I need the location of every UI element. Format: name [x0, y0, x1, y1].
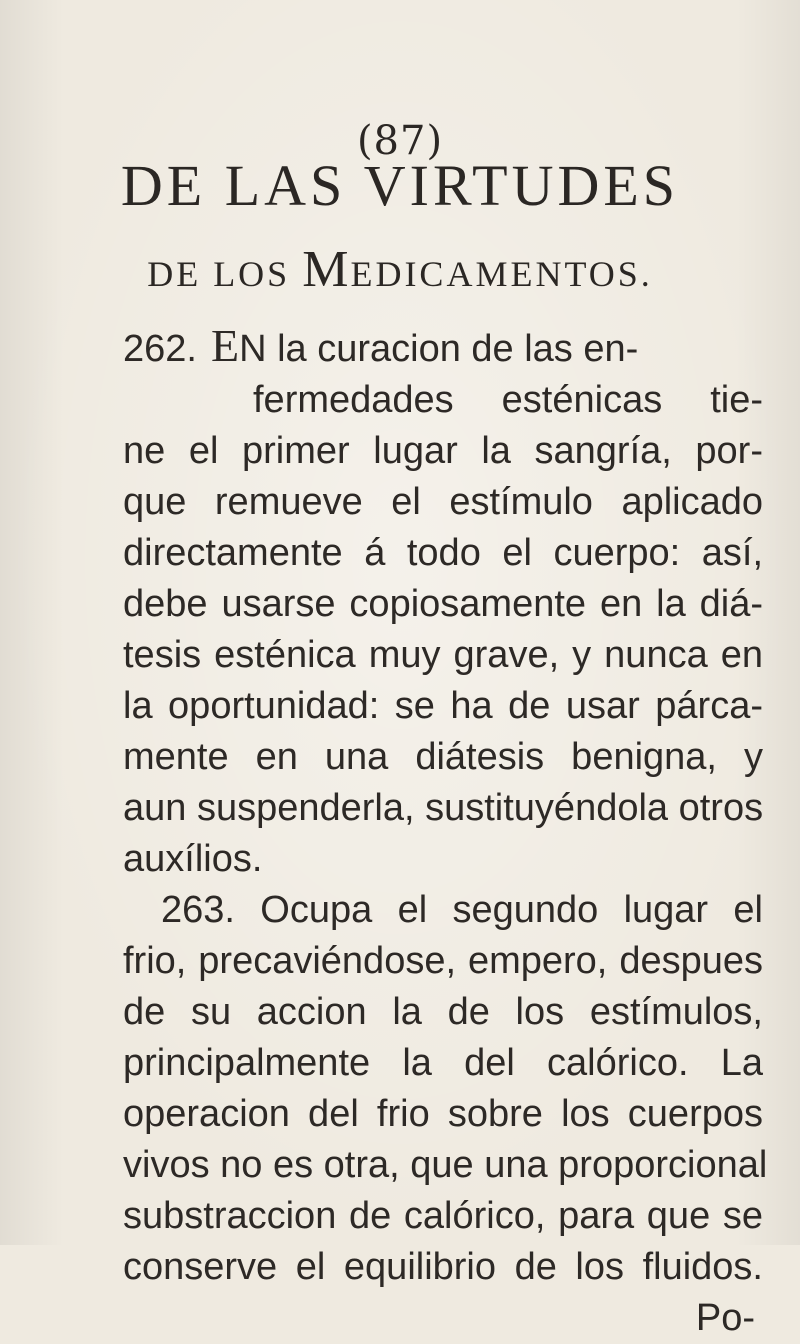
text-line: de su accion la de los estímulos, [123, 991, 763, 1033]
text-line: operacion del frio sobre los cuerpos [123, 1093, 763, 1135]
text-line: ne el primer lugar la sangría, por- [123, 430, 763, 472]
text-line: mente en una diátesis benigna, y [123, 736, 763, 778]
subtitle-initial: M [302, 241, 351, 298]
text-line [123, 320, 763, 375]
page-number: (87) [356, 118, 444, 164]
text-line: auxílios. [123, 838, 263, 880]
text-line: que remueve el estímulo aplicado [123, 481, 763, 523]
body-text [123, 320, 768, 1344]
text-line-1: N la curacion de las en- [239, 328, 639, 370]
subtitle-prefix: DE LOS [147, 254, 303, 294]
text-line: directamente á todo el cuerpo: así, [123, 532, 763, 574]
catchword: Po- [695, 1297, 755, 1339]
text-line: la oportunidad: se ha de usar párca- [123, 685, 763, 727]
text-line: frio, precaviéndose, empero, despues [123, 940, 763, 982]
text-line: debe usarse copiosamente en la diá- [123, 583, 763, 625]
drop-cap: E [210, 320, 240, 371]
page-title: DE LAS VIRTUDES [120, 153, 680, 218]
text-line: substraccion de calórico, para que se [123, 1195, 763, 1237]
text-line: aun suspenderla, sustituyéndola otros [123, 787, 764, 829]
page-subtitle [0, 240, 800, 299]
text-line: principalmente la del calórico. La [123, 1042, 763, 1084]
text-line: fermedades esténicas tie- [253, 379, 763, 421]
paragraph-263 [123, 885, 768, 1293]
paragraph-number: 262. [123, 328, 197, 370]
text-line: vivos no es otra, que una proporcional [123, 1144, 768, 1186]
text-line: tesis esténica muy grave, y nunca en [123, 634, 763, 676]
text-line: 263. Ocupa el segundo lugar el [161, 889, 763, 931]
paragraph-262 [123, 320, 763, 885]
subtitle-rest: EDICAMENTOS. [350, 254, 653, 294]
text-line: conserve el equilibrio de los fluidos. [123, 1246, 763, 1288]
